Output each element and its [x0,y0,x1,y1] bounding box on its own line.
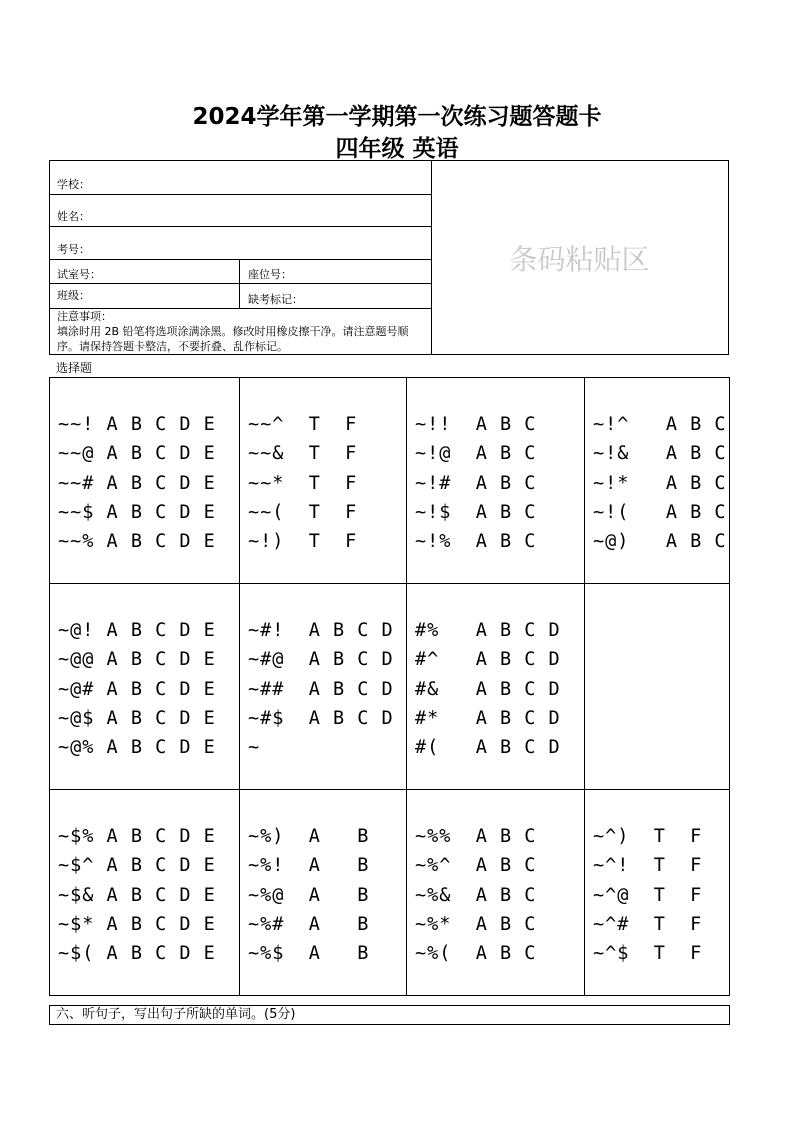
question-block [407,378,585,584]
answer-option-line[interactable]: ~$^ A B C D E [58,855,216,877]
answer-option-line[interactable]: #& A B C D [415,678,561,700]
answer-option-line[interactable]: ~%% A B C [415,826,537,847]
exam-no-label: 考号： [57,243,90,256]
answer-option-line[interactable]: #( A B C D [415,737,561,759]
answer-option-line[interactable]: #^ A B C D [415,649,561,671]
notes-body: 填涂时用 2B 铅笔将选项涂满涂黑。修改时用橡皮擦干净。请注意题号顺序。请保持答题卡整洁，不要折叠、乱作标记。 [57,325,409,353]
answer-option-line[interactable]: ~$& A B C D E [58,884,216,906]
answer-option-line[interactable]: #* A B C D [415,707,561,729]
answer-option-line[interactable]: ~~# A B C D E [58,472,216,494]
notes [57,309,429,354]
answer-option-line[interactable]: ~$% A B C D E [58,826,216,847]
answer-option-line[interactable]: ~~* T F [248,472,358,494]
student-info [50,161,432,354]
answer-option-line[interactable]: ~ [248,737,261,759]
answer-option-line[interactable]: ~%) A B [248,826,370,847]
page-subtitle: 四年级 英语 [335,136,459,162]
room-no-label: 试室号： [57,268,101,281]
answer-option-line[interactable]: ~^$ T F [593,943,703,965]
answer-option-line[interactable]: ~@! A B C D E [58,620,216,641]
answer-option-line[interactable]: ~%@ A B [248,884,370,906]
answer-option-line[interactable]: ~#! A B C D [248,620,394,641]
exam-no-row [50,226,431,260]
answer-option-line[interactable]: ~%( A B C [415,943,537,965]
answer-option-line[interactable]: ~#@ A B C D [248,649,394,671]
school-row [50,161,431,195]
answer-option-line[interactable]: ~~@ A B C D E [58,443,216,465]
question-block [50,378,240,584]
answer-option-line[interactable]: ~^@ T F [593,884,703,906]
answer-option-line[interactable]: ~~^ T F [248,414,358,435]
answer-option-line[interactable]: ~^# T F [593,913,703,935]
answer-option-line[interactable]: ~!* A B C [593,472,727,494]
section-label: 选择题 [56,361,93,375]
notes-title: 注意事项： [57,310,112,323]
answer-option-line[interactable]: ~~% A B C D E [58,531,216,553]
answer-option-line[interactable]: ~#$ A B C D [248,707,394,729]
answer-option-line[interactable]: ~@) A B C [593,531,727,553]
name-row [50,194,431,227]
answer-option-line[interactable]: ~## A B C D [248,678,394,700]
answer-option-line[interactable]: ~~! A B C D E [58,414,216,435]
answer-option-line[interactable]: ~$* A B C D E [58,913,216,935]
answer-option-line[interactable]: ~^) T F [593,826,703,847]
answer-option-line[interactable]: ~@# A B C D E [58,678,216,700]
answer-option-line[interactable]: ~~$ A B C D E [58,501,216,523]
answer-option-line[interactable]: ~%& A B C [415,884,537,906]
class-label: 班级： [57,289,90,302]
answer-option-line[interactable]: ~!$ A B C [415,501,537,523]
answer-option-line[interactable]: ~~( T F [248,501,358,523]
answer-option-line[interactable]: ~!& A B C [593,443,727,465]
answer-option-line[interactable]: ~%! A B [248,855,370,877]
page-title: 2024学年第一学期第一次练习题答题卡 [192,104,602,130]
answer-option-line[interactable]: ~!! A B C [415,414,537,435]
room-seat-row [50,259,431,284]
question-block [50,584,240,790]
answer-option-line[interactable]: ~@@ A B C D E [58,649,216,671]
question-block [407,790,585,995]
answer-option-line[interactable]: ~!@ A B C [415,443,537,465]
answer-option-line[interactable]: ~@$ A B C D E [58,707,216,729]
answer-option-line[interactable]: ~@% A B C D E [58,737,216,759]
answer-option-line[interactable]: ~~& T F [248,443,358,465]
question-block [240,584,407,790]
name-label: 姓名： [57,210,90,223]
divider [239,259,240,308]
answer-grid [49,377,730,996]
class-absent-row [50,283,431,309]
school-label: 学校： [57,178,90,191]
question-block [585,790,729,995]
section-six-heading: 六、听句子，写出句子所缺的单词。(5分) [49,1005,730,1025]
answer-option-line[interactable]: ~%* A B C [415,913,537,935]
seat-no-label: 座位号： [248,268,292,281]
answer-option-line[interactable]: ~%^ A B C [415,855,537,877]
question-block [240,790,407,995]
question-block [240,378,407,584]
answer-option-line[interactable]: ~$( A B C D E [58,943,216,965]
answer-option-line[interactable]: ~!( A B C [593,501,727,523]
answer-option-line[interactable]: ~!% A B C [415,531,537,553]
answer-option-line[interactable]: ~%$ A B [248,943,370,965]
barcode-area: 条码粘贴区 [509,242,650,276]
info-box [49,160,729,355]
question-block [585,378,729,584]
answer-option-line[interactable]: ~!^ A B C [593,414,727,435]
answer-option-line[interactable]: #% A B C D [415,620,561,641]
answer-option-line[interactable]: ~!# A B C [415,472,537,494]
question-block [50,790,240,995]
answer-option-line[interactable]: ~^! T F [593,855,703,877]
answer-option-line[interactable]: ~!) T F [248,531,358,553]
question-block [585,584,729,790]
absent-mark-label: 缺考标记： [248,293,303,306]
answer-option-line[interactable]: ~%# A B [248,913,370,935]
question-block [407,584,585,790]
